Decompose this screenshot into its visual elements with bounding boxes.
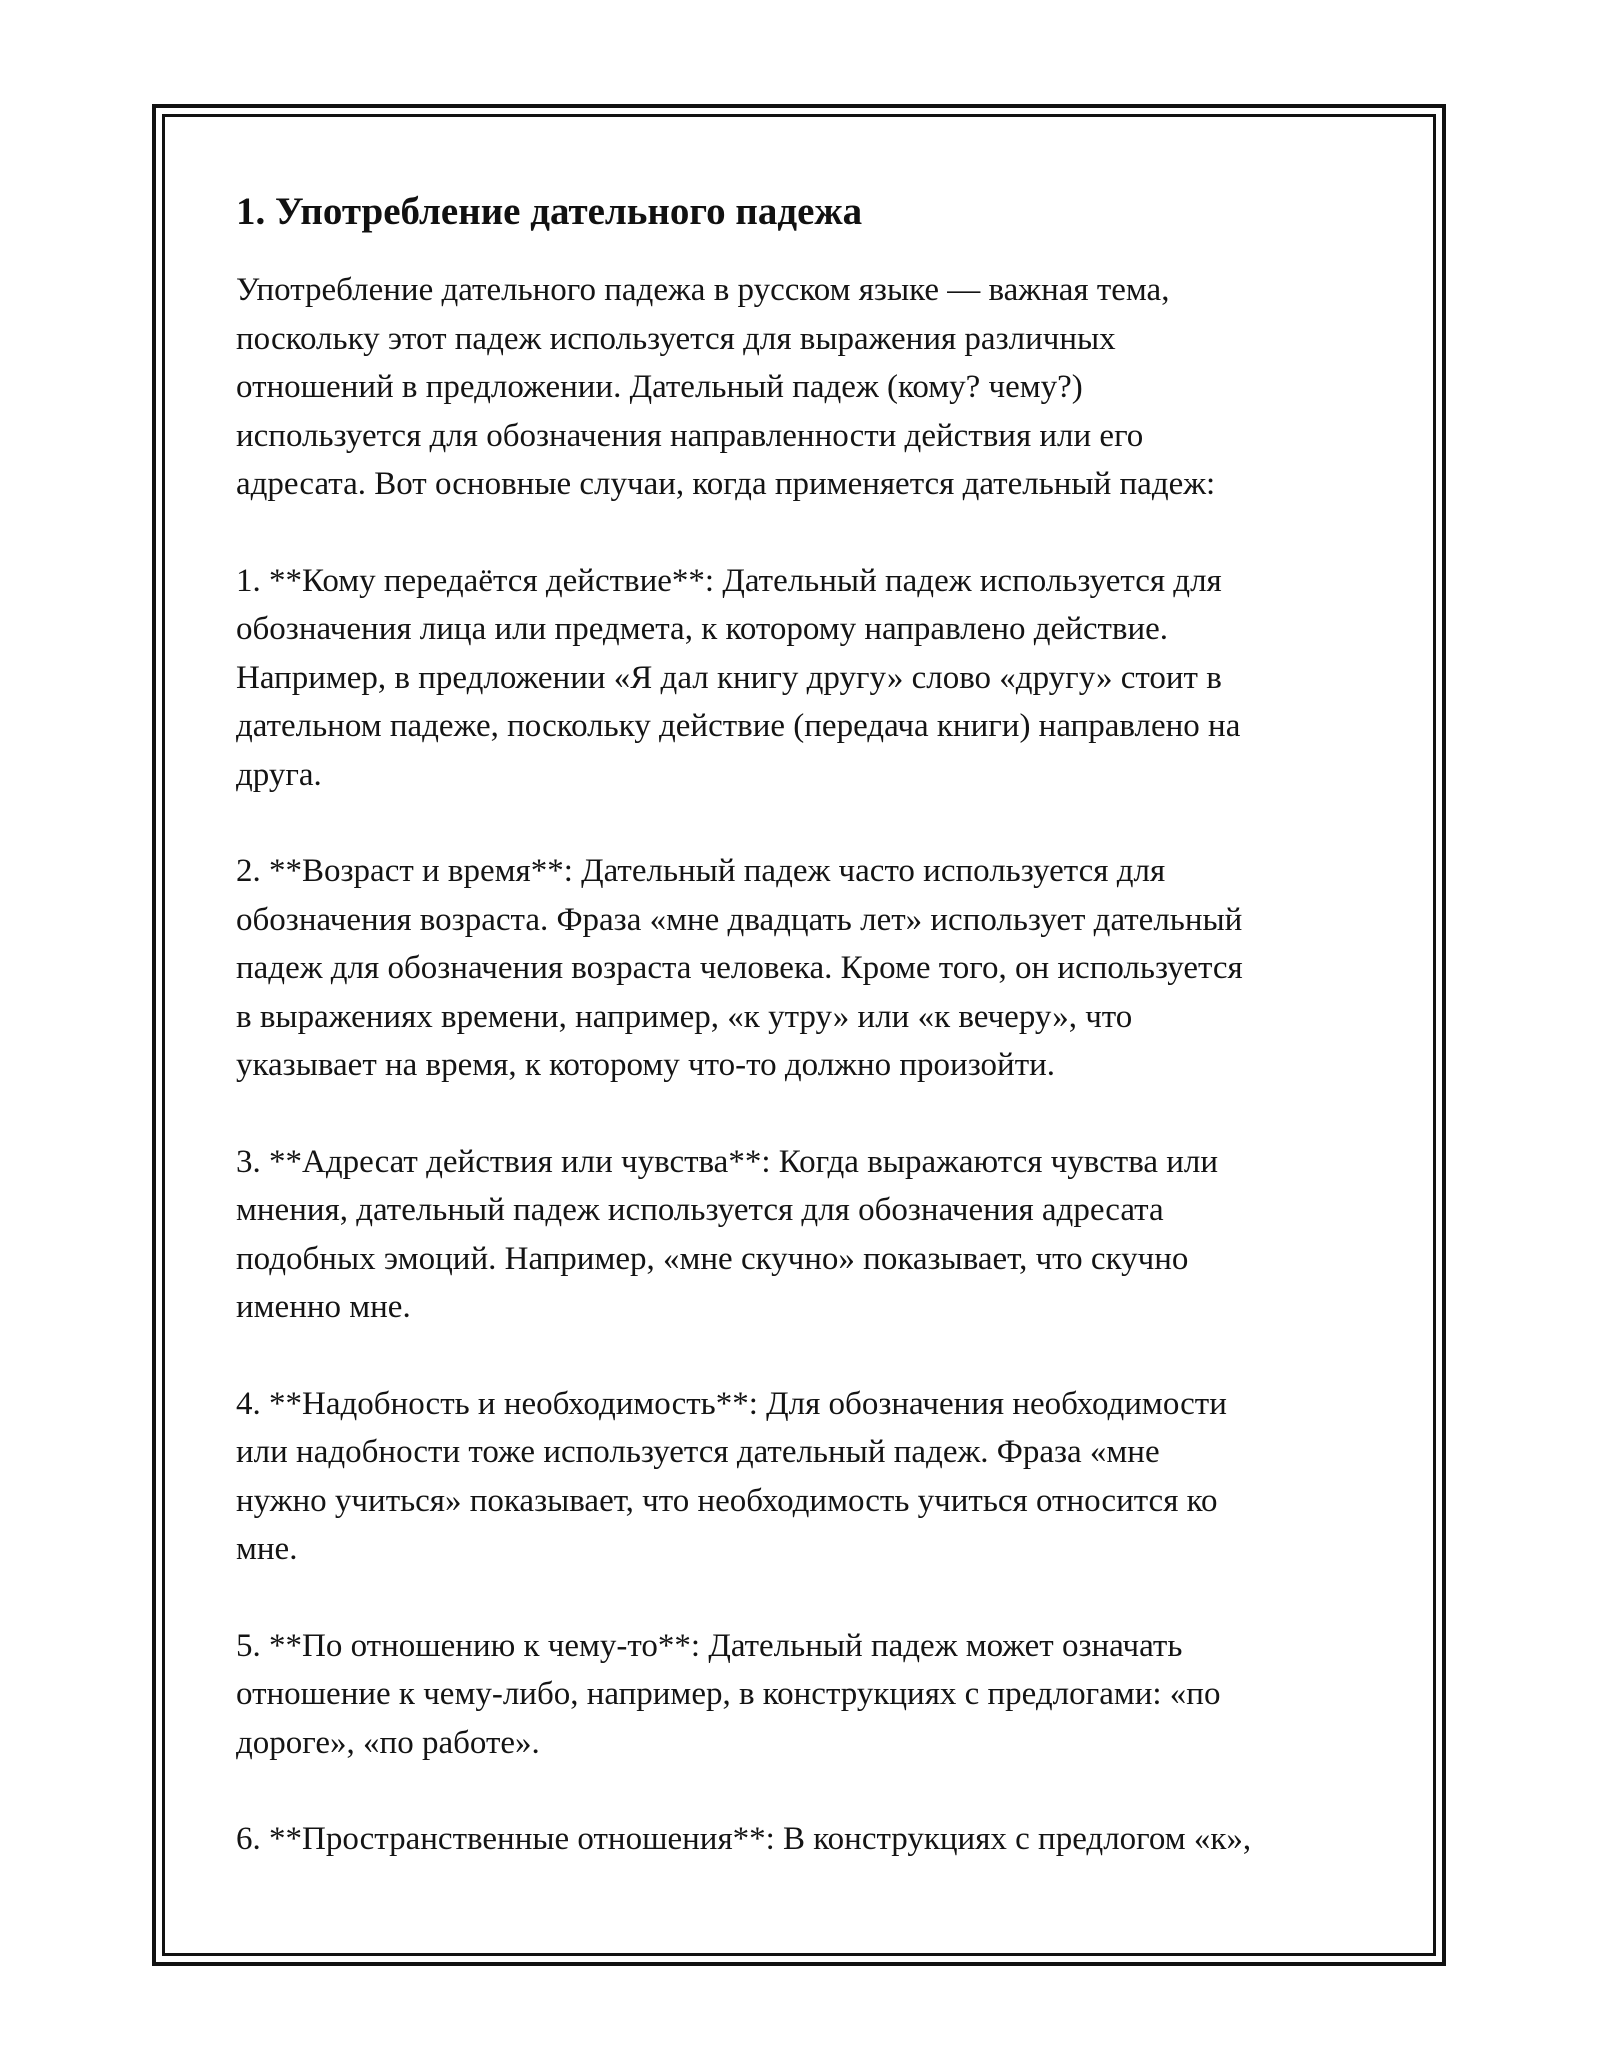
list-item-paragraph: 1. **Кому передаётся действие**: Дательный падеж используется для обозначения лица или предмета, к которому направлено действие. Например, в предложении «Я дал книгу другу» слово «другу» стоит в дательном падеже, поскольку действие (передача книги) направлено на друга. <box>236 562 1241 793</box>
list-item-paragraph: 3. **Адресат действия или чувства**: Когда выражаются чувства или мнения, дательный падеж используется для обозначения адресата подобных эмоций. Например, «мне скучно» показывает, что скучно именно мне. <box>236 1143 1219 1325</box>
document-body <box>236 186 1376 1864</box>
list-item-paragraph: 6. **Пространственные отношения**: В конструкциях с предлогом «к», <box>236 1821 1252 1857</box>
list-item-paragraph: 4. **Надобность и необходимость**: Для обозначения необходимости или надобности тоже используется дательный падеж. Фраза «мне нужно учиться» показывает, что необходимость учиться относится ко мне. <box>236 1385 1227 1567</box>
list-item-paragraph: 5. **По отношению к чему-то**: Дательный падеж может означать отношение к чему-либо, например, в конструкциях с предлогами: «по дороге», «по работе». <box>236 1627 1221 1761</box>
list-item-paragraph: 2. **Возраст и время**: Дательный падеж часто используется для обозначения возраста. Фраза «мне двадцать лет» использует дательный падеж для обозначения возраста человека. Кроме того, он используется в выражениях времени, например, «к утру» или «к вечеру», что указывает на время, к которому что-то должно произойти. <box>236 853 1243 1083</box>
intro-paragraph: Употребление дательного падежа в русском языке — важная тема, поскольку этот падеж используется для выражения различных отношений в предложении. Дательный падеж (кому? чему?) используется для обозначения направленности действия или его адресата. Вот основные случаи, когда применяется дательный падеж: <box>236 272 1216 502</box>
document-title: 1. Употребление дательного падежа <box>236 190 863 233</box>
